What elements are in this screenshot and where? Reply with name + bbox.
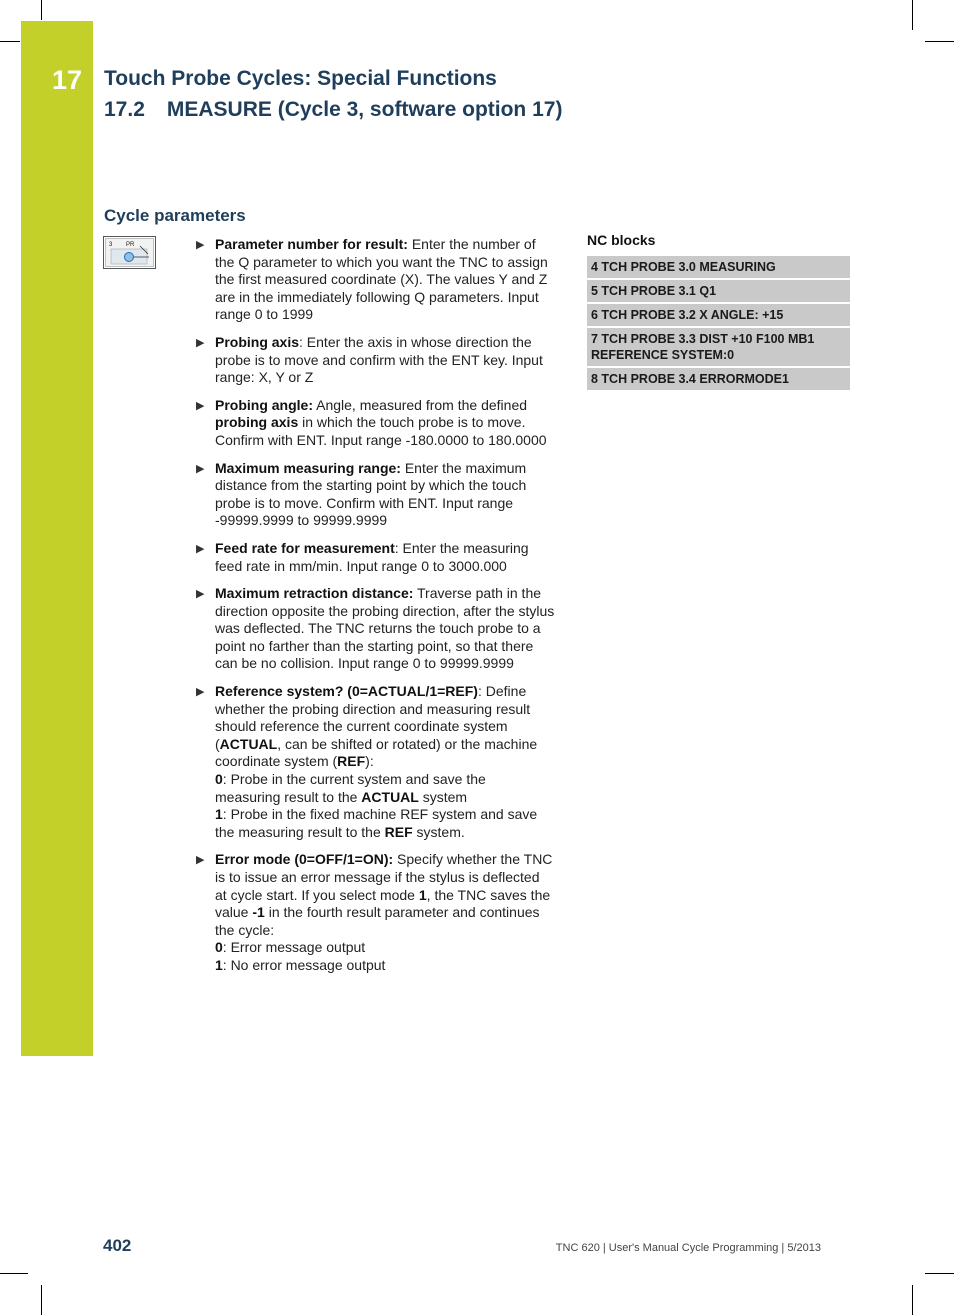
param-emphasis: ACTUAL	[361, 788, 419, 805]
param-label: Probing axis	[215, 333, 300, 350]
section-number: 17.2	[104, 98, 145, 121]
option-key: 0	[215, 771, 223, 788]
param-text: Traverse path in the direction opposite the probing direction, after the stylus was deflected. The TNC returns the touch probe to a point no farther than the starting point, so that there can be no collision. Input range 0 to 99999.9999	[215, 585, 555, 672]
param-label: Maximum retraction distance:	[215, 585, 414, 602]
param-label: Error mode (0=OFF/1=ON):	[215, 851, 394, 868]
bullet-icon: ▶	[196, 462, 205, 475]
param-max-retraction	[195, 585, 555, 673]
param-text: : Enter the axis in whose direction the probe is to move and confirm with the ENT key. Input range: X, Y or Z	[215, 333, 543, 386]
chapter-title: Touch Probe Cycles: Special Functions	[104, 67, 497, 90]
nc-row: 8 TCH PROBE 3.4 ERRORMODE1	[587, 368, 850, 390]
option-text: system	[418, 788, 468, 805]
param-emphasis: 1	[418, 886, 427, 903]
param-text: : Enter the measuring feed rate in mm/min. Input range 0 to 3000.000	[215, 539, 529, 574]
nc-row: 6 TCH PROBE 3.2 X ANGLE: +15	[587, 304, 850, 326]
nc-row: 4 TCH PROBE 3.0 MEASURING	[587, 256, 850, 278]
param-label: Reference system? (0=ACTUAL/1=REF)	[215, 683, 478, 700]
param-label: Parameter number for result:	[215, 236, 408, 252]
nc-row: 5 TCH PROBE 3.1 Q1	[587, 280, 850, 302]
section-title-text: MEASURE (Cycle 3, software option 17)	[166, 98, 563, 121]
param-probing-axis	[195, 334, 555, 387]
bullet-icon: ▶	[196, 854, 205, 867]
param-max-measuring-range	[195, 460, 555, 530]
nc-blocks-table	[587, 256, 850, 392]
param-text: Enter the number of the Q parameter to which you want the TNC to assign the first measured coordinate (X). The values Y and Z are in the immediately following Q parameters. Input range 0 to 1999	[215, 236, 548, 323]
nc-row: 7 TCH PROBE 3.3 DIST +10 F100 MB1 REFERENCE SYSTEM:0	[587, 328, 850, 366]
param-text: in which the touch probe is to move. Confirm with ENT. Input range -180.0000 to 180.0000	[215, 414, 547, 448]
param-text: ):	[365, 753, 374, 770]
option-key: 1	[215, 806, 223, 823]
param-label: Maximum measuring range:	[215, 459, 401, 476]
param-text: Specify whether the TNC is to issue an error message if the stylus is deflected at cycle start. If you select mode	[215, 851, 553, 903]
softkey-label: PR	[126, 242, 135, 248]
option-text: : Error message output	[222, 939, 366, 956]
param-text: Angle, measured from the defined	[313, 396, 528, 413]
bullet-icon: ▶	[196, 588, 205, 601]
crop-mark	[925, 41, 954, 42]
param-error-mode	[195, 851, 555, 974]
param-label: Feed rate for measurement	[215, 539, 395, 556]
option-text: system.	[412, 823, 465, 840]
param-result-number	[195, 236, 555, 324]
parameter-list	[195, 236, 555, 985]
param-emphasis: REF	[384, 823, 413, 840]
page-number: 402	[103, 1236, 132, 1255]
option-text: : Probe in the current system and save the measuring result to the	[215, 771, 486, 805]
softkey-digit: 3	[109, 242, 113, 248]
probe-cycle-icon	[103, 236, 156, 269]
option-text: : Probe in the fixed machine REF system and save the measuring result to the	[215, 806, 538, 840]
option-key: 1	[215, 956, 223, 973]
param-text: , can be shifted or rotated) or the machine coordinate system (	[215, 735, 538, 770]
param-emphasis: REF	[337, 753, 366, 770]
option-text: : No error message output	[222, 956, 386, 973]
param-text: , the TNC saves the value	[215, 886, 551, 921]
crop-mark	[41, 0, 42, 20]
bullet-icon: ▶	[196, 336, 205, 349]
param-reference-system	[195, 683, 555, 841]
crop-mark	[925, 1273, 954, 1274]
section-title	[104, 98, 562, 122]
bullet-icon: ▶	[196, 542, 205, 555]
crop-mark	[912, 1285, 913, 1315]
crop-mark	[0, 41, 20, 42]
param-emphasis: ACTUAL	[219, 735, 278, 752]
param-emphasis: probing axis	[215, 414, 299, 431]
param-emphasis: -1	[252, 904, 265, 921]
bullet-icon: ▶	[196, 399, 205, 412]
chapter-sidebar	[21, 21, 93, 1056]
chapter-number: 17	[51, 65, 83, 95]
param-text: Enter the maximum distance from the starting point by which the touch probe is to move. Confirm with ENT. Input range -99999.9999 to 99999.9999	[215, 459, 527, 529]
bullet-icon: ▶	[196, 239, 205, 251]
nc-blocks-heading: NC blocks	[587, 232, 656, 248]
crop-mark	[912, 0, 913, 30]
option-key: 0	[215, 939, 223, 956]
param-feed-rate	[195, 540, 555, 575]
param-label: Probing angle:	[215, 396, 313, 413]
crop-mark	[41, 1285, 42, 1315]
param-probing-angle	[195, 397, 555, 450]
cycle-parameters-heading: Cycle parameters	[104, 206, 246, 225]
bullet-icon: ▶	[196, 686, 205, 699]
footer-text: TNC 620 | User's Manual Cycle Programming | 5/2013	[555, 1242, 821, 1254]
param-text: : Define whether the probing direction and measuring result should reference the current coordinate system (	[215, 683, 531, 752]
param-text: in the fourth result parameter and continues the cycle:	[215, 904, 540, 938]
crop-mark	[0, 1273, 28, 1274]
